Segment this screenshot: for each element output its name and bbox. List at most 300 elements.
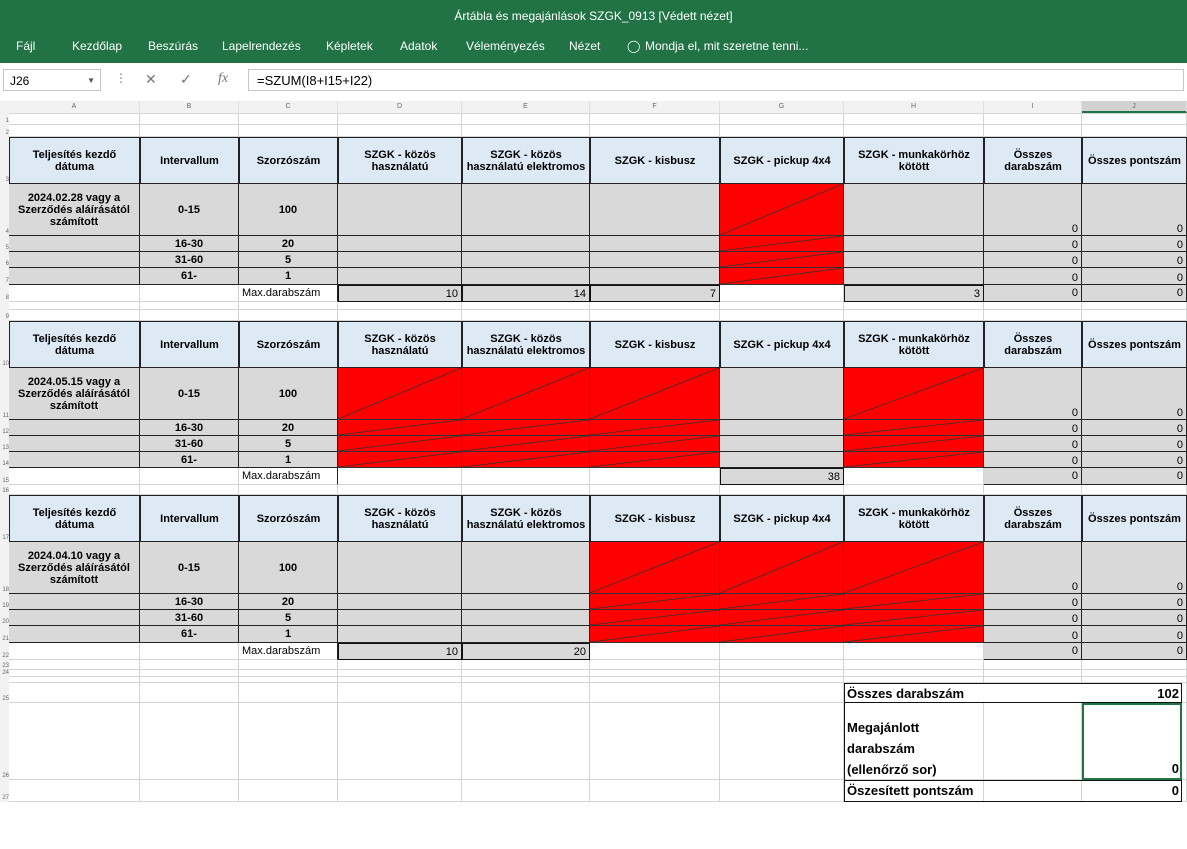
row-header[interactable]: 17 bbox=[0, 495, 9, 542]
blocked-cell[interactable] bbox=[720, 236, 844, 252]
blocked-cell[interactable] bbox=[844, 610, 984, 626]
total-count-cell[interactable]: 0 bbox=[984, 268, 1082, 285]
empty-cell[interactable] bbox=[239, 302, 338, 310]
col-header-a[interactable]: A bbox=[9, 101, 140, 113]
empty-cell[interactable] bbox=[140, 643, 239, 660]
total-count-cell[interactable]: 0 bbox=[984, 610, 1082, 626]
col-header-f[interactable]: F bbox=[590, 101, 720, 113]
date-cell[interactable] bbox=[9, 236, 140, 252]
empty-cell[interactable] bbox=[720, 683, 844, 703]
col-header-b[interactable]: B bbox=[140, 101, 239, 113]
interval-cell[interactable]: 61- bbox=[140, 268, 239, 285]
row-header[interactable]: 11 bbox=[0, 368, 9, 420]
empty-cell[interactable] bbox=[239, 485, 338, 495]
empty-cell[interactable] bbox=[844, 468, 984, 485]
empty-cell[interactable] bbox=[720, 485, 844, 495]
empty-cell[interactable] bbox=[1082, 670, 1187, 677]
empty-cell[interactable] bbox=[9, 703, 140, 780]
total-count-cell[interactable]: 0 bbox=[984, 184, 1082, 236]
empty-cell[interactable] bbox=[239, 113, 338, 125]
empty-cell[interactable] bbox=[462, 780, 590, 802]
empty-cell[interactable] bbox=[720, 780, 844, 802]
interval-cell[interactable]: 31-60 bbox=[140, 252, 239, 268]
empty-cell[interactable] bbox=[140, 780, 239, 802]
header-f[interactable]: SZGK - kisbusz bbox=[590, 495, 720, 542]
blocked-cell[interactable] bbox=[590, 420, 720, 436]
empty-cell[interactable] bbox=[590, 125, 720, 137]
col-header-d[interactable]: D bbox=[338, 101, 462, 113]
blocked-cell[interactable] bbox=[720, 610, 844, 626]
empty-cell[interactable] bbox=[462, 703, 590, 780]
empty-cell[interactable] bbox=[462, 125, 590, 137]
empty-cell[interactable] bbox=[720, 113, 844, 125]
input-cell[interactable] bbox=[590, 252, 720, 268]
total-points-cell[interactable]: 0 bbox=[1082, 268, 1187, 285]
empty-cell[interactable] bbox=[9, 310, 140, 321]
header-j[interactable]: Összes pontszám bbox=[1082, 137, 1187, 184]
input-cell[interactable] bbox=[720, 452, 844, 468]
interval-cell[interactable]: 16-30 bbox=[140, 420, 239, 436]
date-cell[interactable] bbox=[9, 626, 140, 643]
max-total-count[interactable]: 0 bbox=[984, 468, 1082, 485]
header-date[interactable]: Teljesítés kezdő dátuma bbox=[9, 137, 140, 184]
header-interval[interactable]: Intervallum bbox=[140, 137, 239, 184]
max-count-cell[interactable]: 38 bbox=[720, 468, 844, 485]
multiplier-cell[interactable]: 100 bbox=[239, 368, 338, 420]
blocked-cell[interactable] bbox=[844, 420, 984, 436]
empty-cell[interactable] bbox=[9, 485, 140, 495]
date-cell[interactable] bbox=[9, 610, 140, 626]
empty-cell[interactable] bbox=[984, 302, 1082, 310]
empty-cell[interactable] bbox=[9, 660, 140, 670]
blocked-cell[interactable] bbox=[590, 594, 720, 610]
header-h[interactable]: SZGK - munkakörhöz kötött bbox=[844, 495, 984, 542]
empty-cell[interactable] bbox=[239, 683, 338, 703]
row-header[interactable]: 21 bbox=[0, 626, 9, 643]
empty-cell[interactable] bbox=[462, 310, 590, 321]
header-f[interactable]: SZGK - kisbusz bbox=[590, 321, 720, 368]
row-header[interactable]: 19 bbox=[0, 594, 9, 610]
multiplier-cell[interactable]: 20 bbox=[239, 594, 338, 610]
total-count-cell[interactable]: 0 bbox=[984, 368, 1082, 420]
total-points-cell[interactable]: 0 bbox=[1082, 236, 1187, 252]
max-count-cell[interactable]: 10 bbox=[338, 643, 462, 660]
chevron-down-icon[interactable]: ▼ bbox=[87, 76, 95, 85]
tab-page-layout[interactable]: Lapelrendezés bbox=[222, 39, 301, 53]
blocked-cell[interactable] bbox=[844, 436, 984, 452]
empty-cell[interactable] bbox=[140, 485, 239, 495]
date-cell[interactable] bbox=[9, 252, 140, 268]
total-count-cell[interactable]: 0 bbox=[984, 436, 1082, 452]
offered-label-3[interactable]: (ellenőrző sor) bbox=[847, 762, 937, 777]
empty-cell[interactable] bbox=[9, 670, 140, 677]
interval-cell[interactable]: 61- bbox=[140, 626, 239, 643]
input-cell[interactable] bbox=[462, 236, 590, 252]
blocked-cell[interactable] bbox=[462, 420, 590, 436]
blocked-cell[interactable] bbox=[338, 420, 462, 436]
blocked-cell[interactable] bbox=[462, 436, 590, 452]
empty-cell[interactable] bbox=[1082, 310, 1187, 321]
blocked-cell[interactable] bbox=[844, 594, 984, 610]
total-points-cell[interactable]: 0 bbox=[1082, 626, 1187, 643]
empty-cell[interactable] bbox=[844, 670, 984, 677]
blocked-cell[interactable] bbox=[720, 542, 844, 594]
tab-insert[interactable]: Beszúrás bbox=[148, 39, 199, 53]
empty-cell[interactable] bbox=[1082, 125, 1187, 137]
date-cell[interactable] bbox=[9, 436, 140, 452]
date-cell[interactable]: 2024.05.15 vagy a Szerződés aláírásától számított bbox=[9, 368, 140, 420]
blocked-cell[interactable] bbox=[462, 452, 590, 468]
interval-cell[interactable]: 31-60 bbox=[140, 610, 239, 626]
empty-cell[interactable] bbox=[720, 670, 844, 677]
col-header-e[interactable]: E bbox=[462, 101, 590, 113]
empty-cell[interactable] bbox=[590, 703, 720, 780]
input-cell[interactable] bbox=[462, 626, 590, 643]
header-multiplier[interactable]: Szorzószám bbox=[239, 137, 338, 184]
interval-cell[interactable]: 0-15 bbox=[140, 368, 239, 420]
empty-cell[interactable] bbox=[720, 310, 844, 321]
input-cell[interactable] bbox=[462, 184, 590, 236]
interval-cell[interactable]: 0-15 bbox=[140, 184, 239, 236]
empty-cell[interactable] bbox=[140, 468, 239, 485]
empty-cell[interactable] bbox=[9, 780, 140, 802]
tab-file[interactable]: Fájl bbox=[16, 39, 36, 53]
empty-cell[interactable] bbox=[462, 468, 590, 485]
summary-total-value[interactable]: 102 bbox=[1157, 686, 1179, 701]
empty-cell[interactable] bbox=[462, 683, 590, 703]
col-header-j[interactable]: J bbox=[1082, 101, 1187, 113]
multiplier-cell[interactable]: 100 bbox=[239, 184, 338, 236]
blocked-cell[interactable] bbox=[720, 268, 844, 285]
empty-cell[interactable] bbox=[462, 485, 590, 495]
blocked-cell[interactable] bbox=[844, 626, 984, 643]
row-header[interactable]: 8 bbox=[0, 285, 9, 302]
empty-cell[interactable] bbox=[338, 780, 462, 802]
total-points-cell[interactable]: 0 bbox=[1082, 436, 1187, 452]
empty-cell[interactable] bbox=[844, 302, 984, 310]
row-header[interactable]: 25 bbox=[0, 677, 9, 703]
input-cell[interactable] bbox=[338, 268, 462, 285]
empty-cell[interactable] bbox=[984, 485, 1082, 495]
empty-cell[interactable] bbox=[462, 302, 590, 310]
empty-cell[interactable] bbox=[338, 113, 462, 125]
empty-cell[interactable] bbox=[590, 113, 720, 125]
multiplier-cell[interactable]: 20 bbox=[239, 236, 338, 252]
date-cell[interactable]: 2024.02.28 vagy a Szerződés aláírásától számított bbox=[9, 184, 140, 236]
interval-cell[interactable]: 0-15 bbox=[140, 542, 239, 594]
empty-cell[interactable] bbox=[140, 285, 239, 302]
tab-data[interactable]: Adatok bbox=[400, 39, 438, 53]
header-g[interactable]: SZGK - pickup 4x4 bbox=[720, 137, 844, 184]
row-header[interactable]: 23 bbox=[0, 660, 9, 670]
blocked-cell[interactable] bbox=[590, 368, 720, 420]
max-count-cell[interactable]: 14 bbox=[462, 285, 590, 302]
empty-cell[interactable] bbox=[590, 468, 720, 485]
input-cell[interactable] bbox=[720, 420, 844, 436]
row-header[interactable]: 20 bbox=[0, 610, 9, 626]
empty-cell[interactable] bbox=[338, 485, 462, 495]
multiplier-cell[interactable]: 5 bbox=[239, 436, 338, 452]
blocked-cell[interactable] bbox=[844, 368, 984, 420]
total-count-cell[interactable]: 0 bbox=[984, 420, 1082, 436]
input-cell[interactable] bbox=[338, 542, 462, 594]
date-cell[interactable] bbox=[9, 420, 140, 436]
tab-home[interactable]: Kezdőlap bbox=[72, 39, 123, 53]
empty-cell[interactable] bbox=[239, 703, 338, 780]
header-d[interactable]: SZGK - közös használatú bbox=[338, 495, 462, 542]
empty-cell[interactable] bbox=[720, 703, 844, 780]
header-h[interactable]: SZGK - munkakörhöz kötött bbox=[844, 137, 984, 184]
row-header[interactable]: 14 bbox=[0, 452, 9, 468]
offered-value[interactable]: 0 bbox=[1171, 761, 1179, 776]
input-cell[interactable] bbox=[338, 626, 462, 643]
max-total-points[interactable]: 0 bbox=[1082, 285, 1187, 302]
offered-label-2[interactable]: darabszám bbox=[847, 741, 915, 756]
header-d[interactable]: SZGK - közös használatú bbox=[338, 137, 462, 184]
empty-cell[interactable] bbox=[590, 643, 720, 660]
row-header[interactable]: 9 bbox=[0, 302, 9, 321]
input-cell[interactable] bbox=[338, 610, 462, 626]
input-cell[interactable] bbox=[462, 610, 590, 626]
total-points-cell[interactable]: 0 bbox=[1082, 368, 1187, 420]
total-count-cell[interactable]: 0 bbox=[984, 542, 1082, 594]
total-points-cell[interactable]: 0 bbox=[1082, 184, 1187, 236]
row-header[interactable]: 12 bbox=[0, 420, 9, 436]
header-j[interactable]: Összes pontszám bbox=[1082, 495, 1187, 542]
empty-cell[interactable] bbox=[720, 285, 844, 302]
input-cell[interactable] bbox=[844, 268, 984, 285]
interval-cell[interactable]: 61- bbox=[140, 452, 239, 468]
row-header[interactable]: 13 bbox=[0, 436, 9, 452]
empty-cell[interactable] bbox=[844, 643, 984, 660]
empty-cell[interactable] bbox=[590, 780, 720, 802]
empty-cell[interactable] bbox=[9, 302, 140, 310]
blocked-cell[interactable] bbox=[338, 368, 462, 420]
date-cell[interactable]: 2024.04.10 vagy a Szerződés aláírásától számított bbox=[9, 542, 140, 594]
empty-cell[interactable] bbox=[1082, 660, 1187, 670]
empty-cell[interactable] bbox=[984, 113, 1082, 125]
row-header[interactable]: 15 bbox=[0, 468, 9, 485]
header-j[interactable]: Összes pontszám bbox=[1082, 321, 1187, 368]
header-interval[interactable]: Intervallum bbox=[140, 321, 239, 368]
row-header[interactable]: 18 bbox=[0, 542, 9, 594]
empty-cell[interactable] bbox=[9, 125, 140, 137]
header-g[interactable]: SZGK - pickup 4x4 bbox=[720, 321, 844, 368]
max-total-points[interactable]: 0 bbox=[1082, 643, 1187, 660]
multiplier-cell[interactable]: 20 bbox=[239, 420, 338, 436]
empty-cell[interactable] bbox=[239, 310, 338, 321]
empty-cell[interactable] bbox=[239, 670, 338, 677]
header-e[interactable]: SZGK - közös használatú elektromos bbox=[462, 137, 590, 184]
empty-cell[interactable] bbox=[239, 780, 338, 802]
input-cell[interactable] bbox=[462, 268, 590, 285]
empty-cell[interactable] bbox=[984, 125, 1082, 137]
points-label[interactable]: Öszesített pontszám bbox=[847, 783, 974, 798]
empty-cell[interactable] bbox=[462, 670, 590, 677]
multiplier-cell[interactable]: 1 bbox=[239, 452, 338, 468]
summary-total-label[interactable]: Összes darabszám bbox=[847, 686, 965, 701]
empty-cell[interactable] bbox=[590, 302, 720, 310]
input-cell[interactable] bbox=[844, 252, 984, 268]
total-count-cell[interactable]: 0 bbox=[984, 594, 1082, 610]
empty-cell[interactable] bbox=[590, 310, 720, 321]
points-value[interactable]: 0 bbox=[1171, 783, 1179, 798]
empty-cell[interactable] bbox=[984, 660, 1082, 670]
row-header[interactable]: 1 bbox=[0, 113, 9, 125]
max-count-cell[interactable]: 10 bbox=[338, 285, 462, 302]
empty-cell[interactable] bbox=[720, 125, 844, 137]
empty-cell[interactable] bbox=[462, 660, 590, 670]
multiplier-cell[interactable]: 1 bbox=[239, 626, 338, 643]
empty-cell[interactable] bbox=[9, 683, 140, 703]
row-header[interactable]: 27 bbox=[0, 780, 9, 802]
total-points-cell[interactable]: 0 bbox=[1082, 252, 1187, 268]
multiplier-cell[interactable]: 100 bbox=[239, 542, 338, 594]
tab-view[interactable]: Nézet bbox=[569, 39, 601, 53]
col-header-i[interactable]: I bbox=[984, 101, 1082, 113]
header-interval[interactable]: Intervallum bbox=[140, 495, 239, 542]
max-count-cell[interactable]: 20 bbox=[462, 643, 590, 660]
formula-input[interactable]: =SZUM(I8+I15+I22) bbox=[248, 69, 1184, 91]
empty-cell[interactable] bbox=[590, 660, 720, 670]
header-e[interactable]: SZGK - közös használatú elektromos bbox=[462, 495, 590, 542]
date-cell[interactable] bbox=[9, 268, 140, 285]
input-cell[interactable] bbox=[462, 594, 590, 610]
empty-cell[interactable] bbox=[338, 683, 462, 703]
max-total-count[interactable]: 0 bbox=[984, 285, 1082, 302]
header-i[interactable]: Összes darabszám bbox=[984, 321, 1082, 368]
max-count-cell[interactable]: 7 bbox=[590, 285, 720, 302]
row-header[interactable]: 3 bbox=[0, 137, 9, 184]
empty-cell[interactable] bbox=[239, 660, 338, 670]
total-count-cell[interactable]: 0 bbox=[984, 452, 1082, 468]
empty-cell[interactable] bbox=[338, 670, 462, 677]
input-cell[interactable] bbox=[462, 542, 590, 594]
header-date[interactable]: Teljesítés kezdő dátuma bbox=[9, 495, 140, 542]
empty-cell[interactable] bbox=[984, 670, 1082, 677]
empty-cell[interactable] bbox=[844, 125, 984, 137]
empty-cell[interactable] bbox=[338, 125, 462, 137]
blocked-cell[interactable] bbox=[720, 594, 844, 610]
header-g[interactable]: SZGK - pickup 4x4 bbox=[720, 495, 844, 542]
input-cell[interactable] bbox=[338, 236, 462, 252]
max-count-cell[interactable]: 3 bbox=[844, 285, 984, 302]
name-box[interactable] bbox=[3, 69, 101, 91]
blocked-cell[interactable] bbox=[462, 368, 590, 420]
empty-cell[interactable] bbox=[844, 113, 984, 125]
multiplier-cell[interactable]: 5 bbox=[239, 252, 338, 268]
empty-cell[interactable] bbox=[140, 302, 239, 310]
empty-cell[interactable] bbox=[462, 113, 590, 125]
col-header-h[interactable]: H bbox=[844, 101, 984, 113]
max-label[interactable]: Max.darabszám bbox=[239, 285, 338, 302]
row-header[interactable]: 26 bbox=[0, 703, 9, 780]
enter-icon[interactable]: ✓ bbox=[180, 71, 192, 87]
date-cell[interactable] bbox=[9, 452, 140, 468]
empty-cell[interactable] bbox=[9, 468, 140, 485]
input-cell[interactable] bbox=[590, 268, 720, 285]
blocked-cell[interactable] bbox=[590, 452, 720, 468]
col-header-c[interactable]: C bbox=[239, 101, 338, 113]
input-cell[interactable] bbox=[338, 594, 462, 610]
header-i[interactable]: Összes darabszám bbox=[984, 137, 1082, 184]
multiplier-cell[interactable]: 1 bbox=[239, 268, 338, 285]
date-cell[interactable] bbox=[9, 594, 140, 610]
max-total-points[interactable]: 0 bbox=[1082, 468, 1187, 485]
row-header[interactable]: 7 bbox=[0, 268, 9, 285]
empty-cell[interactable] bbox=[9, 113, 140, 125]
blocked-cell[interactable] bbox=[720, 252, 844, 268]
total-count-cell[interactable]: 0 bbox=[984, 236, 1082, 252]
input-cell[interactable] bbox=[844, 184, 984, 236]
col-header-g[interactable]: G bbox=[720, 101, 844, 113]
empty-cell[interactable] bbox=[9, 643, 140, 660]
empty-cell[interactable] bbox=[140, 670, 239, 677]
row-header[interactable]: 16 bbox=[0, 485, 9, 495]
empty-cell[interactable] bbox=[844, 310, 984, 321]
empty-cell[interactable] bbox=[590, 670, 720, 677]
interval-cell[interactable]: 31-60 bbox=[140, 436, 239, 452]
blocked-cell[interactable] bbox=[844, 452, 984, 468]
row-header[interactable]: 4 bbox=[0, 184, 9, 236]
row-header[interactable]: 6 bbox=[0, 252, 9, 268]
total-points-cell[interactable]: 0 bbox=[1082, 542, 1187, 594]
empty-cell[interactable] bbox=[338, 660, 462, 670]
total-points-cell[interactable]: 0 bbox=[1082, 420, 1187, 436]
empty-cell[interactable] bbox=[140, 660, 239, 670]
input-cell[interactable] bbox=[462, 252, 590, 268]
max-total-count[interactable]: 0 bbox=[984, 643, 1082, 660]
total-points-cell[interactable]: 0 bbox=[1082, 594, 1187, 610]
row-header[interactable]: 10 bbox=[0, 321, 9, 368]
empty-cell[interactable] bbox=[338, 302, 462, 310]
blocked-cell[interactable] bbox=[590, 610, 720, 626]
empty-cell[interactable] bbox=[720, 660, 844, 670]
interval-cell[interactable]: 16-30 bbox=[140, 594, 239, 610]
blocked-cell[interactable] bbox=[590, 626, 720, 643]
input-cell[interactable] bbox=[590, 236, 720, 252]
row-header[interactable]: 5 bbox=[0, 236, 9, 252]
empty-cell[interactable] bbox=[140, 113, 239, 125]
empty-cell[interactable] bbox=[720, 643, 844, 660]
header-h[interactable]: SZGK - munkakörhöz kötött bbox=[844, 321, 984, 368]
empty-cell[interactable] bbox=[984, 310, 1082, 321]
empty-cell[interactable] bbox=[844, 660, 984, 670]
blocked-cell[interactable] bbox=[720, 184, 844, 236]
tab-formulas[interactable]: Képletek bbox=[326, 39, 373, 53]
header-multiplier[interactable]: Szorzószám bbox=[239, 321, 338, 368]
empty-cell[interactable] bbox=[140, 703, 239, 780]
insert-function-icon[interactable]: fx bbox=[218, 71, 229, 86]
offered-label-1[interactable]: Megajánlott bbox=[847, 720, 920, 735]
blocked-cell[interactable] bbox=[338, 452, 462, 468]
empty-cell[interactable] bbox=[140, 310, 239, 321]
empty-cell[interactable] bbox=[338, 468, 462, 485]
empty-cell[interactable] bbox=[590, 485, 720, 495]
header-f[interactable]: SZGK - kisbusz bbox=[590, 137, 720, 184]
blocked-cell[interactable] bbox=[590, 436, 720, 452]
blocked-cell[interactable] bbox=[844, 542, 984, 594]
empty-cell[interactable] bbox=[338, 703, 462, 780]
total-points-cell[interactable]: 0 bbox=[1082, 610, 1187, 626]
max-label[interactable]: Max.darabszám bbox=[239, 468, 338, 485]
empty-cell[interactable] bbox=[1082, 113, 1187, 125]
tell-me-box[interactable]: Mondja el, mit szeretne tenni... bbox=[645, 39, 809, 53]
empty-cell[interactable] bbox=[590, 683, 720, 703]
cancel-icon[interactable]: ✕ bbox=[145, 71, 157, 87]
row-header[interactable]: 24 bbox=[0, 670, 9, 677]
empty-cell[interactable] bbox=[1082, 485, 1187, 495]
